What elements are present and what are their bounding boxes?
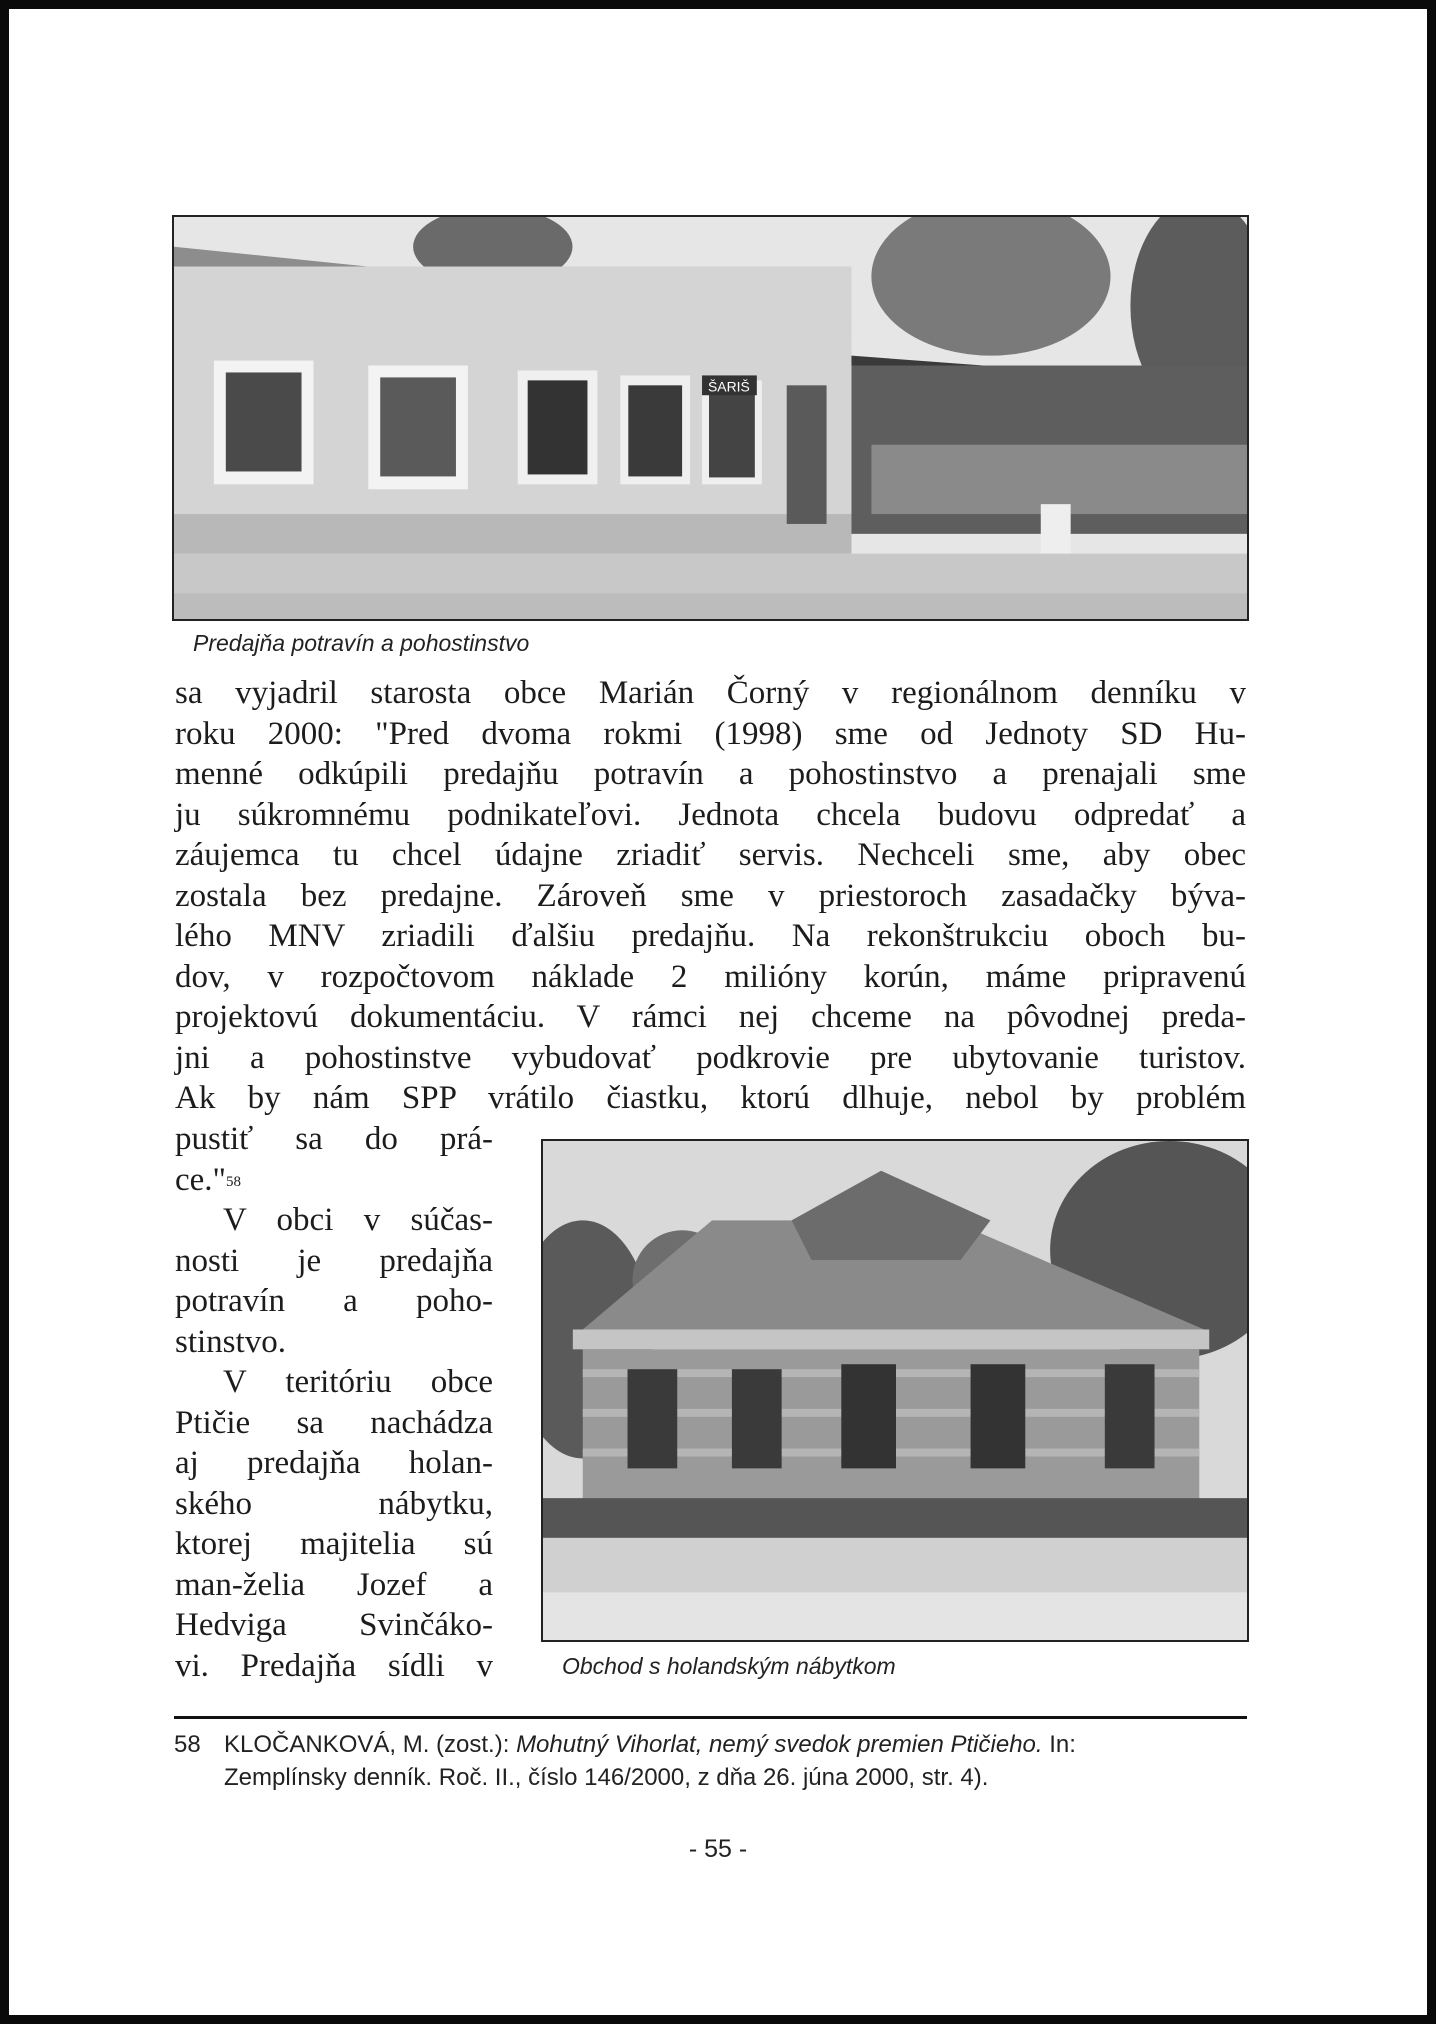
body-line: aj predajňa holan- <box>175 1445 493 1481</box>
body-line: V teritóriu obce <box>223 1364 493 1400</box>
body-line: ktorej majitelia sú <box>175 1526 493 1562</box>
body-line: Hedviga Svinčáko- <box>175 1607 493 1643</box>
body-paragraph-narrow <box>175 1119 493 1686</box>
body-line: ského nábytku, <box>175 1485 493 1522</box>
body-line: man-želia Jozef a <box>175 1566 493 1603</box>
body-line: lého MNV zriadili ďalšiu predajňu. Na rekonštrukciu oboch bu- <box>175 918 1246 954</box>
body-paragraph-full <box>175 673 1246 1119</box>
footnote-source: Zemplínsky denník. Roč. II., číslo 146/2000, z dňa 26. júna 2000, str. 4). <box>224 1764 989 1791</box>
footnote-title: Mohutný Vihorlat, nemý svedok premien Ptičieho. <box>516 1731 1043 1758</box>
photo-furniture-shop <box>541 1139 1249 1642</box>
footnote-author: KLOČANKOVÁ, M. (zost.): <box>224 1731 517 1758</box>
body-line: zostala bez predajne. Zároveň sme v priestoroch zasadačky býva- <box>175 877 1246 914</box>
body-line: ju súkromnému podnikateľovi. Jednota chcela budovu odpredať a <box>175 796 1246 833</box>
body-line: roku 2000: "Pred dvoma rokmi (1998) sme od Jednoty SD Hu- <box>175 715 1246 752</box>
figure-caption-top: Predajňa potravín a pohostinstvo <box>193 630 530 656</box>
body-line: dov, v rozpočtovom náklade 2 milióny korún, máme pripravenú <box>175 958 1246 995</box>
furniture-shop-illustration <box>543 1141 1247 1640</box>
body-line: sa vyjadril starosta obce Marián Čorný v regionálnom denníku v <box>175 675 1246 711</box>
body-line: projektovú dokumentáciu. V rámci nej chceme na pôvodnej preda- <box>175 999 1246 1035</box>
footnote <box>174 1728 1254 1794</box>
body-line: menné odkúpili predajňu potravín a pohostinstvo a prenajali sme <box>175 756 1246 792</box>
body-line: vi. Predajňa sídli v <box>175 1647 493 1684</box>
body-line: pustiť sa do prá- <box>175 1121 493 1157</box>
footnote-ref: 58 <box>226 1173 242 1190</box>
footnote-in: In: <box>1042 1731 1076 1758</box>
body-line: nosti je predajňa <box>175 1242 493 1279</box>
footnote-separator <box>174 1716 1247 1719</box>
body-line: potravín a poho- <box>175 1283 493 1319</box>
store-sign: ŠARIŠ <box>708 378 750 395</box>
body-line: stinstvo. <box>175 1323 286 1360</box>
body-line: jni a pohostinstve vybudovať podkrovie pre ubytovanie turistov. <box>175 1039 1246 1076</box>
grocery-store-illustration <box>174 217 1247 619</box>
figure-caption-bottom: Obchod s holandským nábytkom <box>562 1653 896 1679</box>
body-line: Ak by nám SPP vrátilo čiastku, ktorú dlhuje, nebol by problém <box>175 1080 1246 1116</box>
body-line: ce."$^{58}$ <box>175 1161 242 1198</box>
page-number: - 55 - <box>688 1835 748 1863</box>
body-line: V obci v súčas- <box>223 1202 493 1238</box>
body-line: záujemca tu chcel údajne zriadiť servis. Nechceli sme, aby obec <box>175 837 1246 873</box>
photo-grocery-store <box>172 215 1249 621</box>
footnote-number: 58 <box>174 1731 201 1758</box>
body-line: Ptičie sa nachádza <box>175 1404 493 1441</box>
